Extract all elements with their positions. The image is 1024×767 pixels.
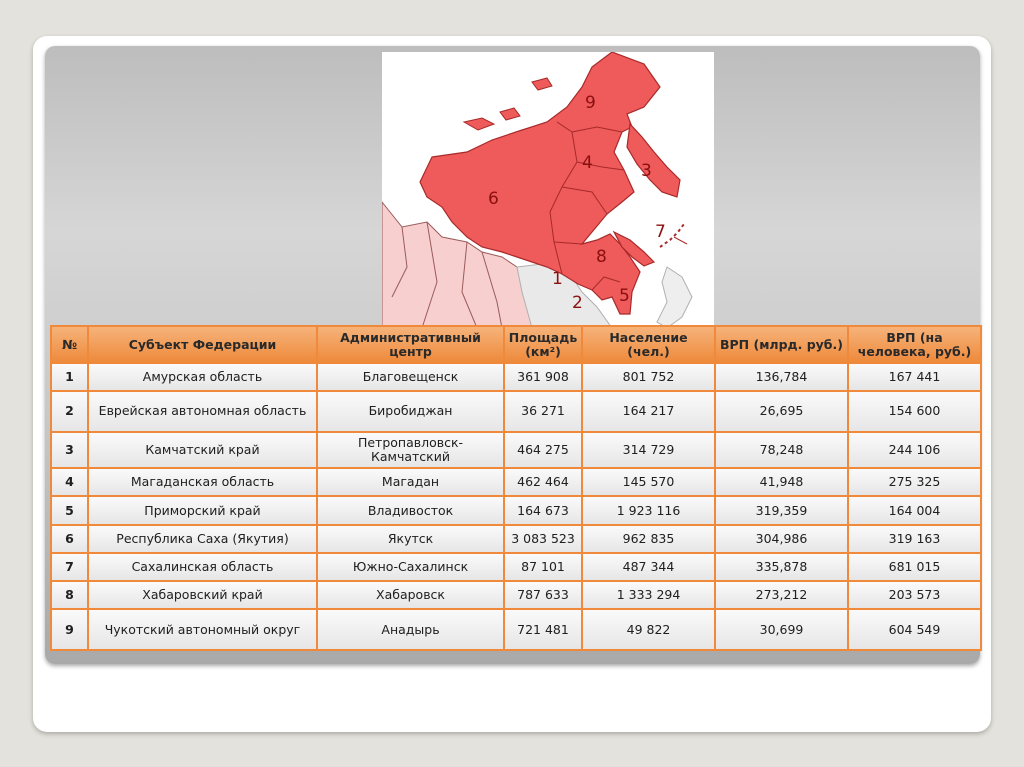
cell-population: 164 217 [582,391,715,431]
cell-area: 464 275 [504,432,582,468]
cell-grp-per-capita: 154 600 [848,391,981,431]
cell-subject: Камчатский край [88,432,317,468]
table-body [51,363,981,650]
cell-number: 3 [51,432,88,468]
cell-population: 145 570 [582,468,715,496]
cell-area: 787 633 [504,581,582,609]
table-row [51,525,981,553]
cell-area: 462 464 [504,468,582,496]
cell-area: 164 673 [504,496,582,524]
cell-population: 49 822 [582,609,715,650]
arctic-islands [464,78,552,130]
table-row [51,363,981,391]
cell-area: 361 908 [504,363,582,391]
cell-number: 7 [51,553,88,581]
cell-grp-per-capita: 681 015 [848,553,981,581]
table-row [51,581,981,609]
cell-number: 2 [51,391,88,431]
cell-population: 314 729 [582,432,715,468]
cell-population: 1 333 294 [582,581,715,609]
cell-grp-per-capita: 275 325 [848,468,981,496]
cell-grp: 273,212 [715,581,848,609]
cell-area: 36 271 [504,391,582,431]
cell-center: Анадырь [317,609,504,650]
cell-center: Владивосток [317,496,504,524]
cell-center: Магадан [317,468,504,496]
cell-subject: Хабаровский край [88,581,317,609]
cell-center: Якутск [317,525,504,553]
cell-population: 1 923 116 [582,496,715,524]
map-label-2: 2 [572,293,583,313]
table-row [51,468,981,496]
map-label-5: 5 [619,286,630,306]
cell-grp: 319,359 [715,496,848,524]
far-east-map [382,52,714,328]
cell-center: Петропавловск-Камчатский [317,432,504,468]
cell-area: 87 101 [504,553,582,581]
table-header [51,326,981,363]
cell-number: 5 [51,496,88,524]
cell-grp: 78,248 [715,432,848,468]
table-row [51,496,981,524]
cell-grp-per-capita: 244 106 [848,432,981,468]
header-subject: Субъект Федерации [88,326,317,363]
header-grp-per-capita: ВРП (на человека, руб.) [848,326,981,363]
cell-number: 1 [51,363,88,391]
cell-grp-per-capita: 164 004 [848,496,981,524]
cell-grp-per-capita: 604 549 [848,609,981,650]
table-row [51,553,981,581]
cell-grp: 304,986 [715,525,848,553]
cell-area: 3 083 523 [504,525,582,553]
table-row [51,391,981,431]
header-population: Население (чел.) [582,326,715,363]
table-row [51,609,981,650]
map-label-3: 3 [641,161,652,181]
cell-grp: 335,878 [715,553,848,581]
cell-grp: 30,699 [715,609,848,650]
japan-land [657,267,692,328]
cell-area: 721 481 [504,609,582,650]
header-grp: ВРП (млрд. руб.) [715,326,848,363]
map-label-1: 1 [552,269,563,289]
table-row [51,432,981,468]
cell-population: 962 835 [582,525,715,553]
header-center: Административный центр [317,326,504,363]
cell-subject: Приморский край [88,496,317,524]
cell-subject: Чукотский автономный округ [88,609,317,650]
cell-center: Благовещенск [317,363,504,391]
cell-grp: 136,784 [715,363,848,391]
map-label-7: 7 [655,222,666,242]
kamchatka [627,124,680,197]
map-label-4: 4 [582,153,593,173]
cell-center: Южно-Сахалинск [317,553,504,581]
cell-number: 9 [51,609,88,650]
cell-grp-per-capita: 319 163 [848,525,981,553]
cell-center: Хабаровск [317,581,504,609]
cell-grp-per-capita: 167 441 [848,363,981,391]
cell-population: 801 752 [582,363,715,391]
cell-grp: 41,948 [715,468,848,496]
map-label-8: 8 [596,247,607,267]
cell-number: 6 [51,525,88,553]
cell-subject: Амурская область [88,363,317,391]
map-label-9: 9 [585,93,596,113]
cell-number: 8 [51,581,88,609]
header-number: № [51,326,88,363]
cell-center: Биробиджан [317,391,504,431]
header-area: Площадь (км²) [504,326,582,363]
cell-subject: Сахалинская область [88,553,317,581]
cell-subject: Магаданская область [88,468,317,496]
regions-table [50,325,982,651]
cell-number: 4 [51,468,88,496]
cell-subject: Еврейская автономная область [88,391,317,431]
label-7-leader [674,237,687,244]
cell-grp-per-capita: 203 573 [848,581,981,609]
cell-grp: 26,695 [715,391,848,431]
map-svg [382,52,714,328]
map-label-6: 6 [488,189,499,209]
cell-subject: Республика Саха (Якутия) [88,525,317,553]
cell-population: 487 344 [582,553,715,581]
